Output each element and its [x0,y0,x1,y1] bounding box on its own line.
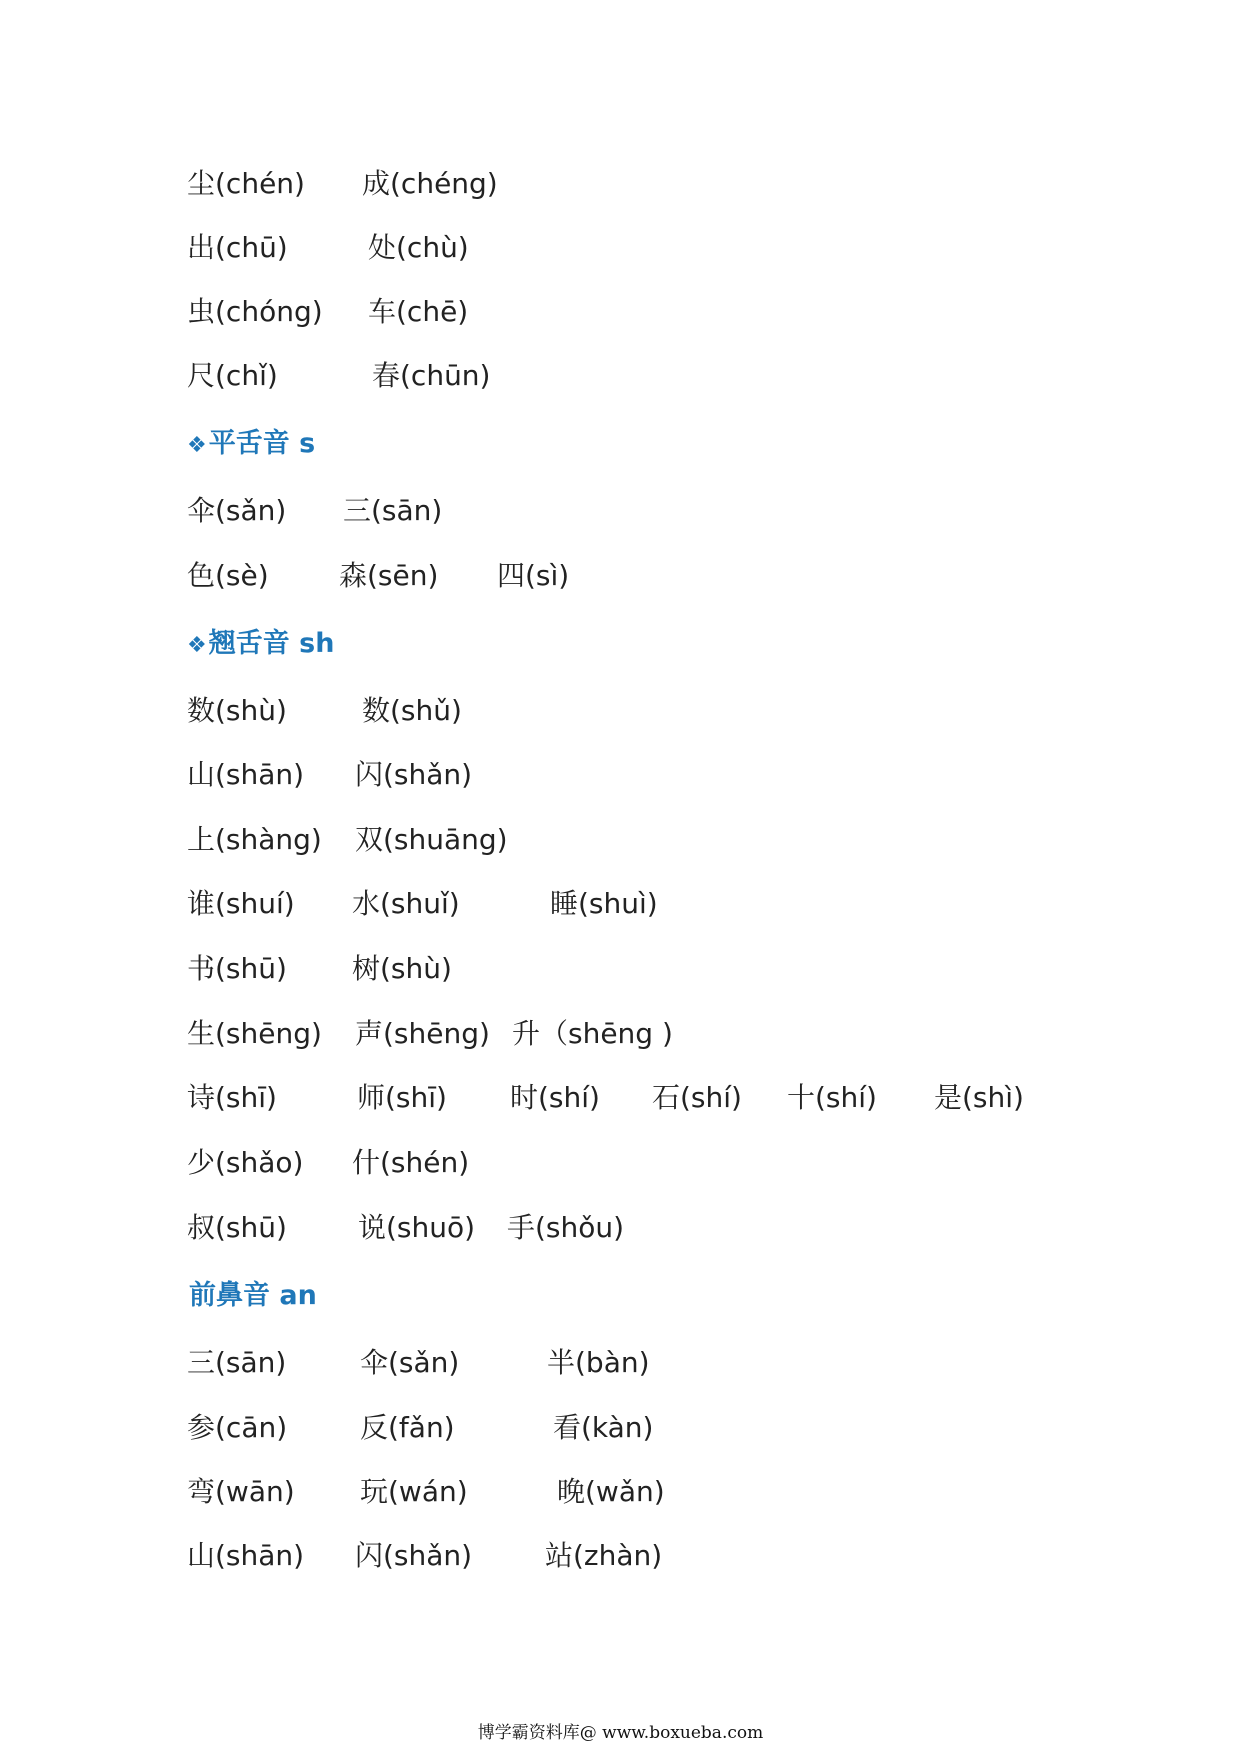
word-entry: 数(shǔ) [362,694,462,727]
word-row [0,554,1241,598]
word-entry: 书(shū) [187,952,287,985]
word-entry: 升（shēng ) [512,1017,673,1050]
word-row [0,226,1241,270]
word-entry: 晚(wǎn) [557,1475,665,1508]
word-entry: 半(bàn) [547,1346,650,1379]
word-entry: 诗(shī) [187,1081,277,1114]
section-heading-label: 前鼻音 an [189,1280,317,1311]
footer-watermark: 博学霸资料库@ www.boxueba.com [477,1723,764,1743]
word-entry: 闪(shǎn) [355,1539,473,1572]
word-entry: 车(chē) [368,295,469,328]
word-row [0,1206,1241,1250]
word-entry: 森(sēn) [339,559,439,592]
word-entry: 闪(shǎn) [355,758,473,791]
word-entry: 手(shǒu) [507,1211,625,1244]
section-heading [187,1274,317,1320]
word-row [0,947,1241,991]
word-entry: 尘(chén) [187,167,305,200]
word-entry: 山(shān) [187,1539,305,1572]
word-entry: 生(shēng) [187,1017,322,1050]
word-entry: 树(shù) [352,952,452,985]
section-heading [187,622,334,668]
word-entry: 出(chū) [187,231,288,264]
word-entry: 伞(sǎn) [187,494,287,527]
word-row [0,882,1241,926]
word-entry: 反(fǎn) [360,1411,455,1444]
word-entry: 时(shí) [510,1081,600,1114]
diamond-bullet-icon: ❖ [187,433,207,458]
word-entry: 谁(shuí) [187,887,295,920]
word-row [0,1534,1241,1578]
word-entry: 是(shì) [934,1081,1024,1114]
word-row [0,1341,1241,1385]
word-entry: 睡(shuì) [550,887,658,920]
word-entry: 少(shǎo) [187,1146,304,1179]
word-entry: 双(shuāng) [355,823,508,856]
word-entry: 四(sì) [497,559,570,592]
word-entry: 水(shuǐ) [352,887,460,920]
word-entry: 叔(shū) [187,1211,287,1244]
diamond-bullet-icon: ❖ [187,633,207,658]
word-row [0,1012,1241,1056]
word-entry: 十(shí) [787,1081,877,1114]
word-row [0,1141,1241,1185]
word-entry: 什(shén) [352,1146,470,1179]
word-entry: 三(sān) [187,1346,287,1379]
section-heading-label: 翘舌音 sh [208,628,335,659]
word-row [0,1470,1241,1514]
word-entry: 处(chù) [368,231,469,264]
section-heading [187,422,315,468]
word-entry: 数(shù) [187,694,287,727]
word-row [0,753,1241,797]
word-entry: 师(shī) [357,1081,447,1114]
word-entry: 玩(wán) [360,1475,468,1508]
section-heading-label: 平舌音 s [208,428,316,459]
word-row [0,290,1241,334]
word-entry: 伞(sǎn) [360,1346,460,1379]
word-entry: 弯(wān) [187,1475,295,1508]
word-row [0,489,1241,533]
word-entry: 色(sè) [187,559,269,592]
word-row [0,354,1241,398]
word-entry: 声(shēng) [355,1017,490,1050]
word-row [0,818,1241,862]
word-entry: 站(zhàn) [545,1539,663,1572]
word-entry: 三(sān) [343,494,443,527]
word-row [0,1406,1241,1450]
word-entry: 说(shuō) [358,1211,476,1244]
word-entry: 成(chéng) [362,167,498,200]
word-row [0,689,1241,733]
word-entry: 山(shān) [187,758,305,791]
word-entry: 看(kàn) [553,1411,654,1444]
word-entry: 春(chūn) [372,359,491,392]
word-row [0,1076,1241,1120]
word-row [0,162,1241,206]
word-entry: 尺(chǐ) [187,359,278,392]
word-entry: 上(shàng) [187,823,322,856]
word-entry: 虫(chóng) [187,295,323,328]
word-entry: 石(shí) [652,1081,742,1114]
word-entry: 参(cān) [187,1411,288,1444]
